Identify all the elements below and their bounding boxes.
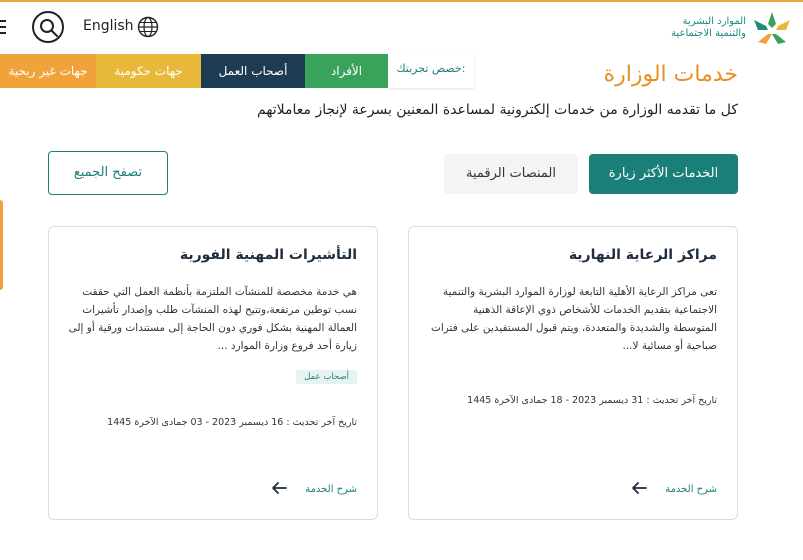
logo-text: الموارد البشرية والتنمية الاجتماعية	[671, 16, 746, 39]
search-icon	[39, 18, 59, 38]
card-title[interactable]: التأشيرات المهنية الفورية	[179, 247, 357, 263]
most-visited-button[interactable]: الخدمات الأكثر زيارة	[589, 154, 738, 194]
card-updated-date: تاريخ آخر تحديث : 16 ديسمبر 2023 - 03 جمادى الآخرة 1445	[107, 417, 357, 428]
menu-icon[interactable]	[0, 20, 6, 34]
service-details-link[interactable]: شرح الخدمة	[305, 484, 357, 495]
browse-all-button[interactable]: تصفح الجميع	[48, 151, 168, 195]
digital-platforms-button[interactable]: المنصات الرقمية	[444, 154, 578, 194]
card-title[interactable]: مراكز الرعاية النهارية	[568, 247, 717, 263]
side-accent-tab[interactable]	[0, 200, 3, 290]
tab-government[interactable]: جهات حكومية	[96, 54, 201, 88]
service-details-link[interactable]: شرح الخدمة	[665, 484, 717, 495]
section-subtitle: كل ما تقدمه الوزارة من خدمات إلكترونية لمساعدة المعنين بسرعة لإنجاز معاملاتهم	[257, 102, 738, 118]
section-title: خدمات الوزارة	[603, 62, 738, 87]
tab-employers[interactable]: أصحاب العمل	[201, 54, 305, 88]
card-description: هي خدمة مخصصة للمنشآت الملتزمة بأنظمة العمل التي حققت نسب توطين مرتفعة،وتتيح لهذه المنشآت طلب وإصدار تأشيرات العمالة المهنية بشكل فوري دون الحاجة إلى مستندات ورقية أو إلى زيارة أحد فروع وزارة الموارد ...	[68, 286, 357, 352]
personalize-label: خصص تجربتك:	[388, 54, 474, 88]
card-updated-date: تاريخ آخر تحديث : 31 ديسمبر 2023 - 18 جمادى الآخرة 1445	[467, 395, 717, 406]
arrow-left-icon[interactable]	[271, 481, 287, 495]
audience-tag: أصحاب عمل	[296, 370, 357, 384]
globe-icon[interactable]	[137, 16, 159, 38]
tab-nonprofit[interactable]: جهات غير ربحية	[0, 54, 96, 88]
search-button[interactable]	[32, 11, 64, 43]
service-card-daycare[interactable]	[408, 226, 738, 520]
language-toggle[interactable]: English	[83, 18, 134, 34]
card-description: تعى مراكز الرعاية الأهلية التابعة لوزارة الموارد البشرية والتنمية الاجتماعية بتقديم الخدمات للأشخاص ذوي الإعاقة الذهنية المتوسطة والشديدة والمتعددة، ويتم قبول المستفيدين على فترات صباحية أو مسائية لا...	[430, 286, 717, 352]
logo-mark-icon	[748, 8, 796, 48]
arrow-left-icon[interactable]	[631, 481, 647, 495]
header	[0, 2, 803, 54]
service-card-visas[interactable]	[48, 226, 378, 520]
tab-individuals[interactable]: الأفراد	[305, 54, 388, 88]
ministry-logo[interactable]	[666, 8, 798, 48]
